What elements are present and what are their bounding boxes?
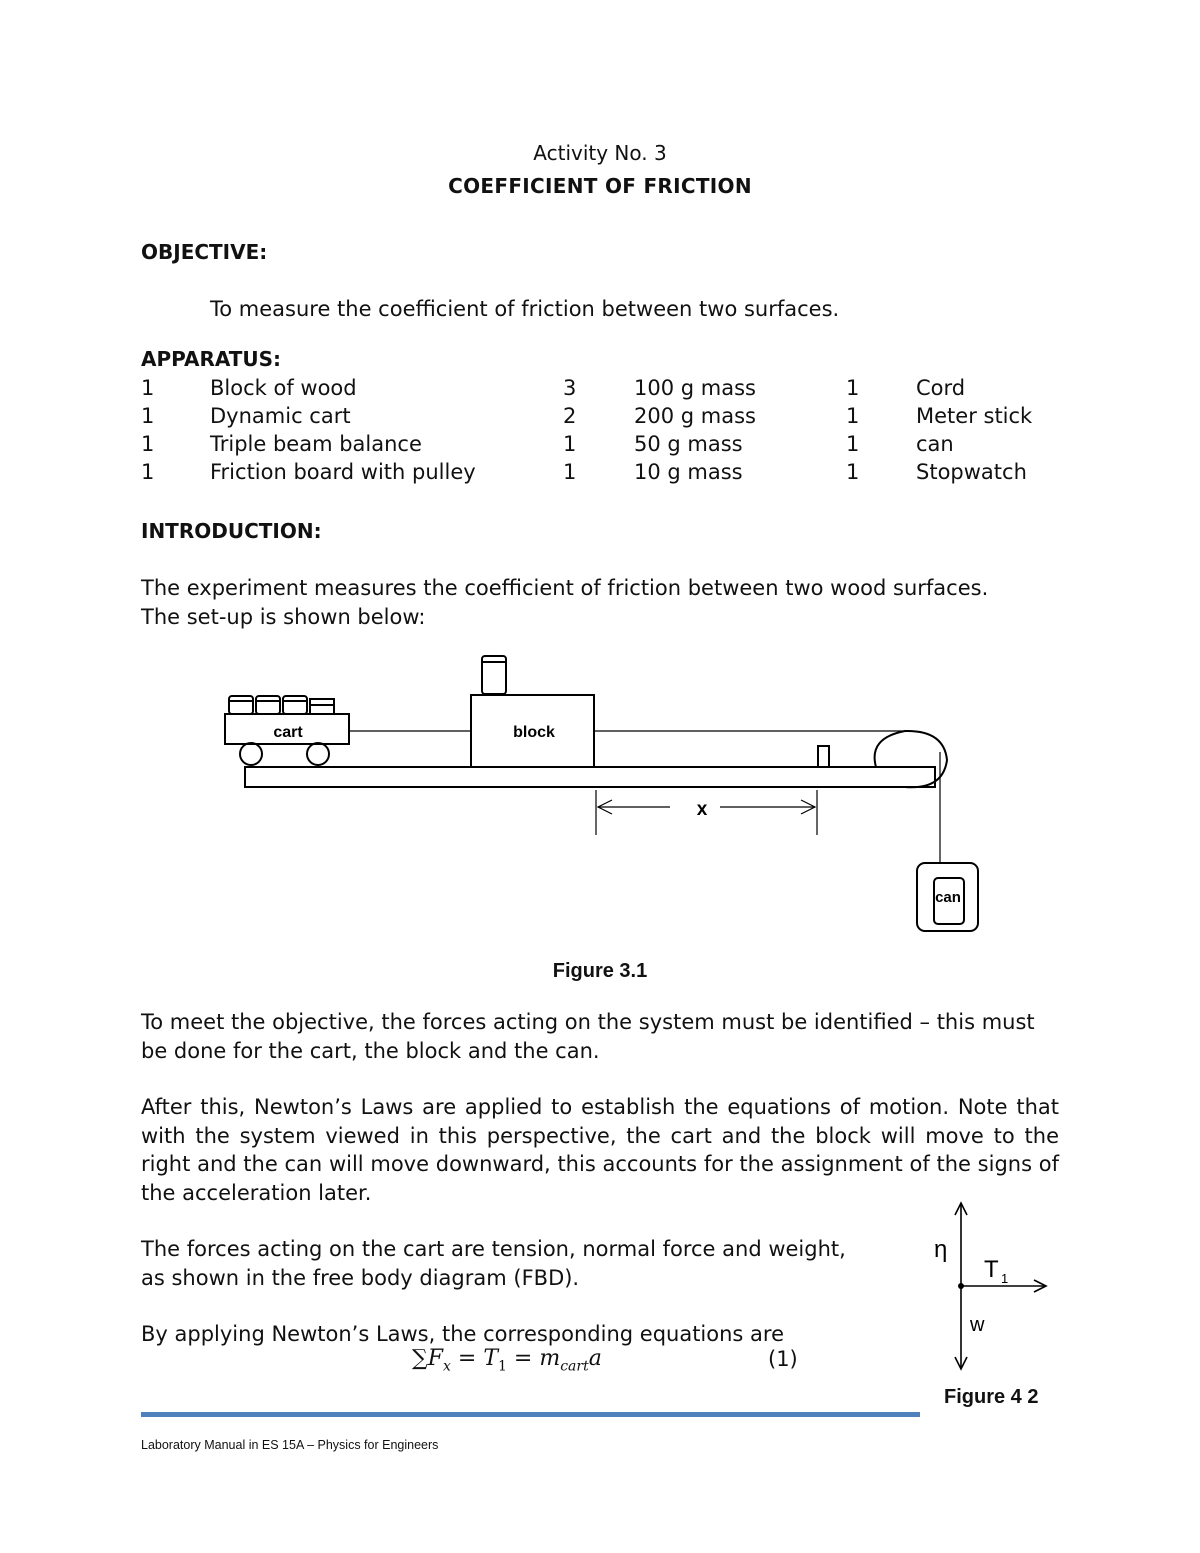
apparatus-row — [0, 432, 1200, 460]
equation-number: (1) — [768, 1347, 798, 1371]
figure-4-2-caption: Figure 4 2 — [944, 1386, 1039, 1408]
intro-paragraph-1: The experiment measures the coefficient of friction between two wood surfaces. The set-up is shown below: — [141, 576, 989, 629]
pulley — [875, 731, 947, 787]
mass-cylinder — [256, 696, 280, 714]
eq-mass-sub: cart — [560, 1358, 589, 1375]
stopper — [818, 746, 829, 767]
normal-force-label: η — [934, 1236, 948, 1263]
item-cell: can — [916, 432, 954, 456]
qty-cell: 1 — [563, 460, 577, 484]
eq-tension-sub: 1 — [498, 1358, 507, 1375]
figure-3-1-caption: Figure 3.1 — [552, 960, 648, 982]
eq-force-sub: x — [442, 1358, 451, 1375]
eq-equals: = — [506, 1346, 540, 1371]
equation-1 — [412, 1346, 602, 1374]
eq-acceleration: a — [588, 1346, 602, 1371]
item-cell: 50 g mass — [634, 432, 743, 456]
item-cell: Meter stick — [916, 404, 1033, 428]
tension-label: T — [984, 1256, 999, 1283]
mass-small — [310, 699, 334, 714]
friction-board — [245, 767, 935, 787]
qty-cell: 1 — [846, 376, 860, 400]
apparatus-row — [0, 376, 1200, 404]
body-point — [958, 1283, 964, 1289]
item-cell: Friction board with pulley — [210, 460, 476, 484]
footer-text: Laboratory Manual in ES 15A – Physics for Engineers — [141, 1438, 439, 1452]
can-label: can — [935, 889, 961, 906]
apparatus-row — [0, 404, 1200, 432]
item-cell: Triple beam balance — [210, 432, 422, 456]
setup-diagram — [0, 640, 1200, 940]
item-cell: Cord — [916, 376, 966, 400]
eq-tension: T — [483, 1346, 498, 1371]
weight-label: w — [970, 1314, 985, 1336]
activity-number: Activity No. 3 — [533, 141, 667, 165]
mass-cylinder — [283, 696, 307, 714]
objective-heading: OBJECTIVE: — [141, 240, 268, 264]
intro-paragraph-2: To meet the objective, the forces acting on the system must be identified – this must be done for the cart, the block and the can. — [141, 1010, 1035, 1063]
qty-cell: 1 — [846, 432, 860, 456]
item-cell: Block of wood — [210, 376, 357, 400]
eq-force: F — [427, 1346, 443, 1371]
qty-cell: 1 — [563, 432, 577, 456]
item-cell: 100 g mass — [634, 376, 756, 400]
qty-cell: 1 — [141, 404, 155, 428]
item-cell: 200 g mass — [634, 404, 756, 428]
qty-cell: 2 — [563, 404, 577, 428]
eq-equals: = — [450, 1346, 484, 1371]
item-cell: Stopwatch — [916, 460, 1027, 484]
intro-paragraph-5: By applying Newton’s Laws, the corresponding equations are — [141, 1322, 785, 1346]
qty-cell: 3 — [563, 376, 577, 400]
mass-cylinder — [229, 696, 253, 714]
free-body-diagram — [920, 1195, 1060, 1380]
apparatus-row — [0, 460, 1200, 488]
sum-symbol: ∑ — [412, 1346, 428, 1371]
qty-cell: 1 — [846, 404, 860, 428]
qty-cell: 1 — [141, 376, 155, 400]
intro-paragraph-4: The forces acting on the cart are tension, normal force and weight, as shown in the free body diagram (FBD). — [141, 1237, 846, 1290]
item-cell: 10 g mass — [634, 460, 743, 484]
cart-wheel — [240, 743, 262, 765]
intro-paragraph-3: After this, Newton’s Laws are applied to establish the equations of motion. Note that with the system viewed in this perspective, the cart and the block will move to the right and the can will move downward, this accounts for the assignment of the signs of the acceleration later. — [141, 1095, 1059, 1205]
footer-rule — [141, 1412, 920, 1417]
objective-text: To measure the coefficient of friction between two surfaces. — [210, 297, 840, 321]
qty-cell: 1 — [141, 432, 155, 456]
distance-label: x — [696, 799, 708, 820]
item-cell: Dynamic cart — [210, 404, 351, 428]
cart-wheel — [307, 743, 329, 765]
cart-label: cart — [273, 724, 303, 741]
tension-subscript: 1 — [1001, 1271, 1009, 1286]
introduction-heading: INTRODUCTION: — [141, 519, 322, 543]
qty-cell: 1 — [141, 460, 155, 484]
eq-mass: m — [539, 1346, 561, 1371]
page-title: COEFFICIENT OF FRICTION — [448, 174, 752, 198]
qty-cell: 1 — [846, 460, 860, 484]
apparatus-heading: APPARATUS: — [141, 347, 282, 371]
block-label: block — [513, 724, 555, 741]
